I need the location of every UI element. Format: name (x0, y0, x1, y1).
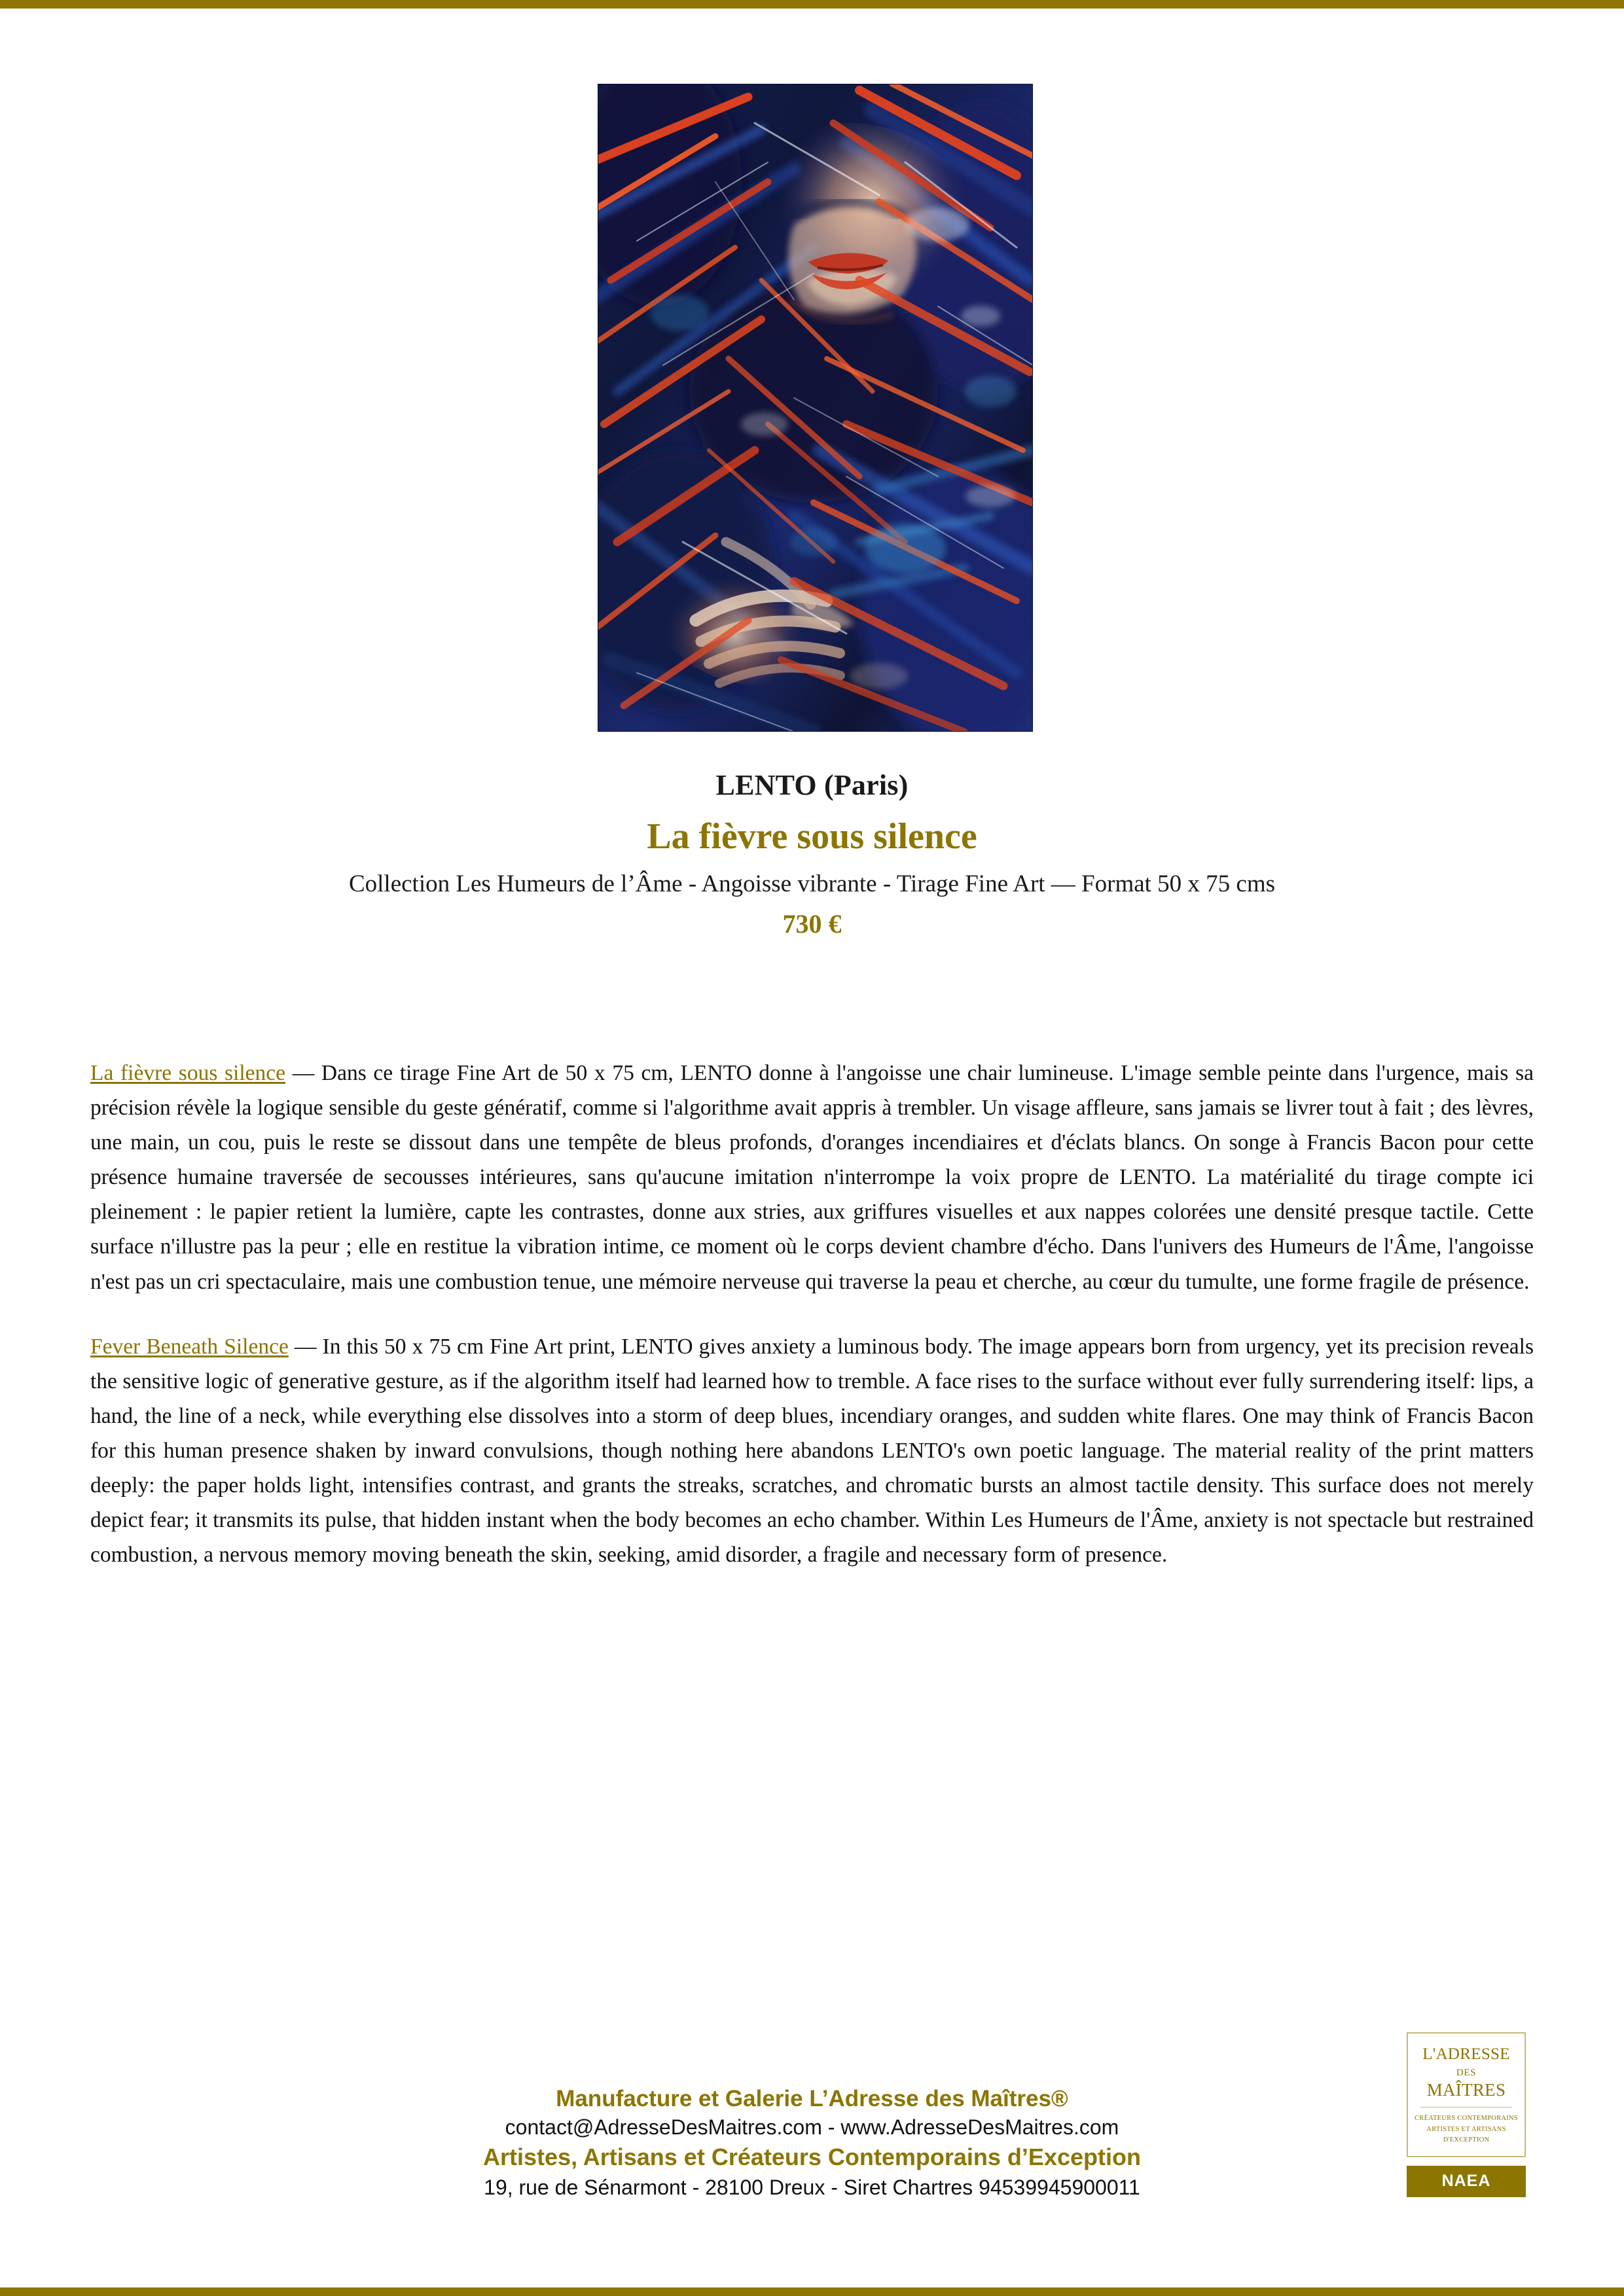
paragraph-french-lead-in: La fièvre sous silence (90, 1061, 286, 1085)
price-label: 730 € (782, 908, 842, 939)
footer-tagline: Artistes, Artisans et Créateurs Contemporains d’Exception (483, 2144, 1141, 2171)
description-body (90, 1056, 1534, 1572)
abstract-portrait-painting (598, 84, 1033, 732)
top-gold-rule (0, 0, 1624, 9)
adresse-des-maitres-logo (1407, 2032, 1526, 2157)
logo-subtitle-line-1: CRÉATEURS CONTEMPORAINS (1415, 2115, 1518, 2123)
collection-line: Collection Les Humeurs de l’Âme - Angoisse vibrante - Tirage Fine Art — Format 50 x 75 cms (348, 870, 1276, 897)
footer-address: 19, rue de Sénarmont - 28100 Dreux - Siret Chartres 94539945900011 (484, 2175, 1140, 2199)
footer-contact[interactable]: contact@AdresseDesMaitres.com - www.AdresseDesMaitres.com (505, 2115, 1119, 2139)
logo-line-adresse: L'ADRESSE (1422, 2045, 1510, 2063)
artwork-title: La fièvre sous silence (647, 816, 977, 857)
paragraph-english-text: — In this 50 x 75 cm Fine Art print, LENTO gives anxiety a luminous body. The image appears born from urgency, yet its precision reveals the sensitive logic of generative gesture, as if the algorithm itself had learned how to tremble. A face rises to the surface without ever fully surrendering itself: lips, a hand, the line of a neck, while everything else dissolves into a storm of deep blues, incendiary oranges, and sudden white flares. One may think of Francis Bacon for this human presence shaken by inward convulsions, though nothing here abandons LENTO's own poetic language. The material reality of the print matters deeply: the paper holds light, intensifies contrast, and grants the streaks, scratches, and chromatic bursts an almost tactile density. This surface does not merely depict fear; it transmits its pulse, that hidden instant when the body becomes an echo chamber. Within Les Humeurs de l'Âme, anxiety is not spectacle but restrained combustion, a nervous memory moving beneath the skin, seeking, amid disorder, a fragile and necessary form of presence. (90, 1334, 1534, 1568)
artist-name: LENTO (Paris) (715, 769, 909, 801)
paragraph-french (90, 1056, 1534, 1299)
bottom-gold-rule (0, 2287, 1624, 2296)
logo-line-des: DES (1456, 2067, 1477, 2078)
brand-logo-block (1407, 2032, 1526, 2197)
logo-subtitle-line-2: ARTISTES ET ARTISANS (1426, 2125, 1506, 2133)
logo-subtitle-line-3: D'EXCEPTION (1443, 2136, 1490, 2144)
paragraph-english (90, 1329, 1534, 1573)
naea-badge: NAEA (1407, 2166, 1526, 2197)
paragraph-french-text: — Dans ce tirage Fine Art de 50 x 75 cm, LENTO donne à l'angoisse une chair lumineuse. L'image semble peinte dans l'urgence, mais sa précision révèle la logique sensible du geste génératif, comme si l'algorithme avait appris à trembler. Un visage affleure, sans jamais se livrer tout à fait ; des lèvres, une main, un cou, puis le reste se dissout dans une tempête de bleus profonds, d'oranges incendiaires et d'éclats blancs. On songe à Francis Bacon pour cette présence humaine traversée de secousses intérieures, sans qu'aucune imitation n'interrompe la voix propre de LENTO. La matérialité du tirage compte ici pleinement : le papier retient la lumière, capte les contrastes, donne aux stries, aux griffures visuelles et aux nappes colorées une densité presque tactile. Cette surface n'illustre pas la peur ; elle en restitue la vibration intime, ce moment où le corps devient chambre d'écho. Dans l'univers des Humeurs de l'Âme, l'angoisse n'est pas un cri spectaculaire, mais une combustion tenue, une mémoire nerveuse qui traverse la peau et cherche, au cœur du tumulte, une forme fragile de présence. (90, 1061, 1534, 1294)
artwork-image (598, 84, 1033, 732)
logo-line-maitres: MAÎTRES (1426, 2079, 1506, 2100)
footer (0, 2084, 1624, 2201)
title-block (0, 769, 1624, 941)
footer-company: Manufacture et Galerie L’Adresse des Maîtres® (556, 2086, 1068, 2111)
paragraph-english-lead-in: Fever Beneath Silence (90, 1334, 289, 1359)
logo-divider (1420, 2107, 1511, 2108)
